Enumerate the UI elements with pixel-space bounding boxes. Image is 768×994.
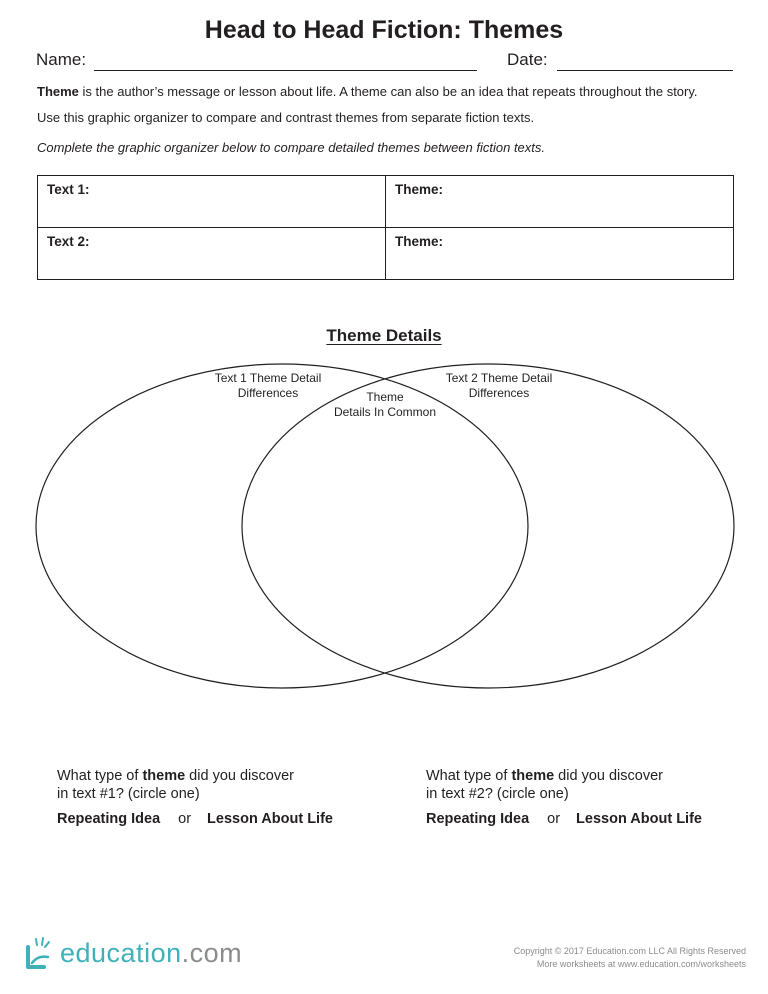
worksheet-title: Head to Head Fiction: Themes [204,16,564,44]
venn-left-circle[interactable] [36,364,528,688]
definition-term: Theme [37,84,79,99]
question-1-bold: theme [142,768,186,784]
question-1 [57,767,294,803]
venn-title: Theme Details [326,326,442,345]
brand-suffix: .com [181,938,243,968]
copyright-block [514,945,746,971]
education-brand [60,938,242,969]
more-worksheets-link[interactable]: More worksheets at www.education.com/worksheets [536,959,746,969]
text1-label: Text 1: [47,182,90,197]
instruction-italic: Complete the graphic organizer below to compare detailed themes between fiction texts. [37,140,546,155]
question-1-pre: What type of [57,768,143,784]
option-lesson-about-life-2[interactable]: Lesson About Life [576,811,702,827]
question-2 [426,767,663,803]
venn-left-label [198,371,338,401]
date-label: Date: [507,50,548,69]
question-2-post: did you discover [554,768,663,784]
question-2-line2: in text #2? (circle one) [426,786,569,802]
question-2-pre: What type of [426,768,512,784]
venn-right-label [428,371,570,401]
name-label: Name: [36,50,87,69]
venn-left-label-line2: Differences [237,386,299,400]
copyright-text: Copyright © 2017 Education.com LLC All Rights Reserved [513,946,746,956]
text2-label: Text 2: [47,234,90,249]
venn-center-label-line1: Theme [366,390,404,404]
instruction-text: Use this graphic organizer to compare and contrast themes from separate fiction texts. [37,110,535,125]
question-2-bold: theme [511,768,555,784]
venn-center-label [322,390,448,420]
venn-center-label-line2: Details In Common [333,405,437,419]
education-logo-icon [22,935,58,975]
theme2-label: Theme: [395,234,444,249]
option-lesson-about-life-1[interactable]: Lesson About Life [207,811,333,827]
venn-left-label-line1: Text 1 Theme Detail [214,371,322,385]
question-1-line2: in text #1? (circle one) [57,786,200,802]
definition-text: is the author’s message or lesson about life. A theme can also be an idea that repeats throughout the story. [78,84,698,99]
question-2-options [426,811,702,827]
venn-right-label-line1: Text 2 Theme Detail [445,371,553,385]
theme1-label: Theme: [395,182,444,197]
question-1-post: did you discover [185,768,294,784]
or-text-2: or [547,811,561,827]
question-1-options [57,811,333,827]
option-repeating-idea-1[interactable]: Repeating Idea [57,811,161,827]
brand-name: education [60,938,182,968]
venn-right-circle[interactable] [242,364,734,688]
option-repeating-idea-2[interactable]: Repeating Idea [426,811,530,827]
venn-right-label-line2: Differences [468,386,530,400]
or-text-1: or [178,811,192,827]
